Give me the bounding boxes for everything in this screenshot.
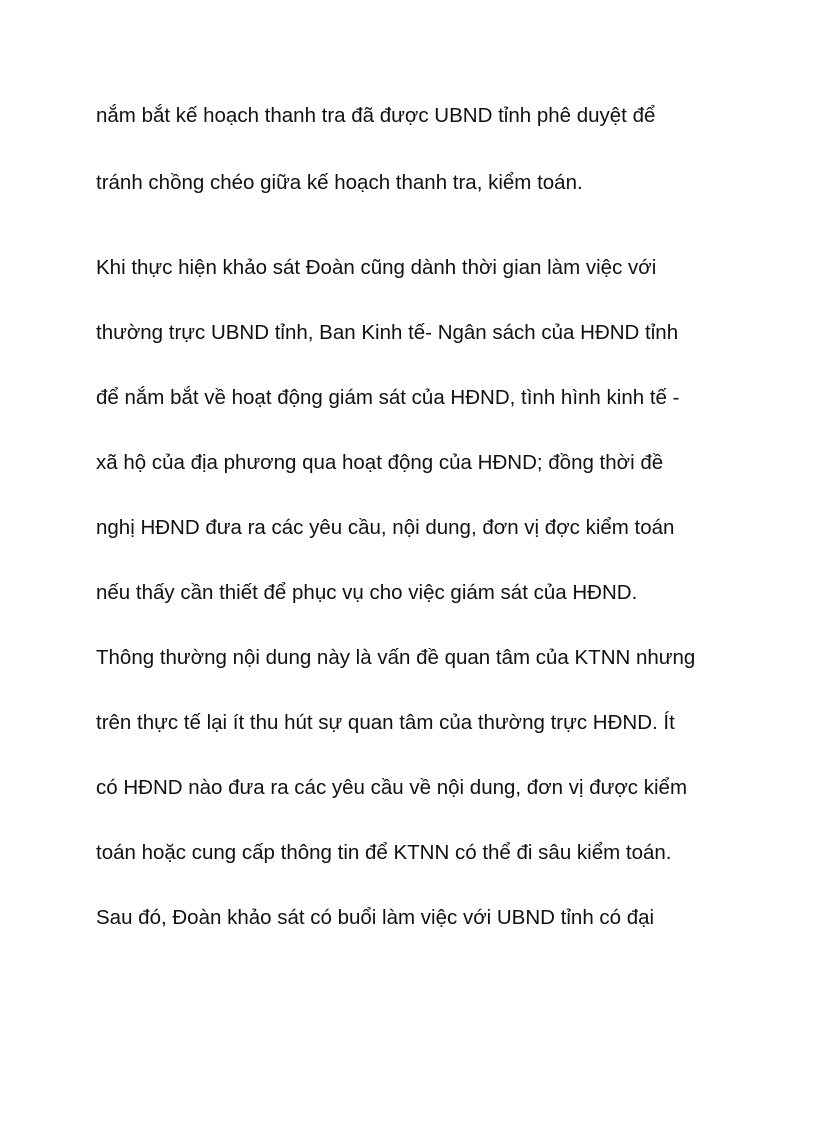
- text-line: nắm bắt kế hoạch thanh tra đã được UBND tỉnh phê duyệt để: [96, 104, 656, 127]
- text-line: để nắm bắt về hoạt động giám sát của HĐND, tình hình kinh tế -: [96, 386, 680, 409]
- text-line: có HĐND nào đưa ra các yêu cầu về nội dung, đơn vị được kiểm: [96, 776, 688, 799]
- text-line: xã hộ của địa phương qua hoạt động của HĐND; đồng thời đề: [96, 451, 664, 474]
- text-line: nghị HĐND đưa ra các yêu cầu, nội dung, đơn vị đợc kiểm toán: [96, 516, 675, 539]
- text-line: nếu thấy cần thiết để phục vụ cho việc giám sát của HĐND.: [96, 581, 638, 604]
- text-line: thường trực UBND tỉnh, Ban Kinh tế- Ngân sách của HĐND tỉnh: [96, 321, 679, 344]
- text-line: trên thực tế lại ít thu hút sự quan tâm của thường trực HĐND. Ít: [96, 711, 675, 734]
- text-line: tránh chồng chéo giữa kế hoạch thanh tra, kiểm toán.: [96, 171, 583, 194]
- text-line: Khi thực hiện khảo sát Đoàn cũng dành thời gian làm việc với: [96, 256, 657, 279]
- text-line: Thông thường nội dung này là vấn đề quan tâm của KTNN nhưng: [96, 646, 696, 669]
- text-line: Sau đó, Đoàn khảo sát có buổi làm việc với UBND tỉnh có đại: [96, 906, 655, 929]
- text-line: toán hoặc cung cấp thông tin để KTNN có thể đi sâu kiểm toán.: [96, 841, 672, 864]
